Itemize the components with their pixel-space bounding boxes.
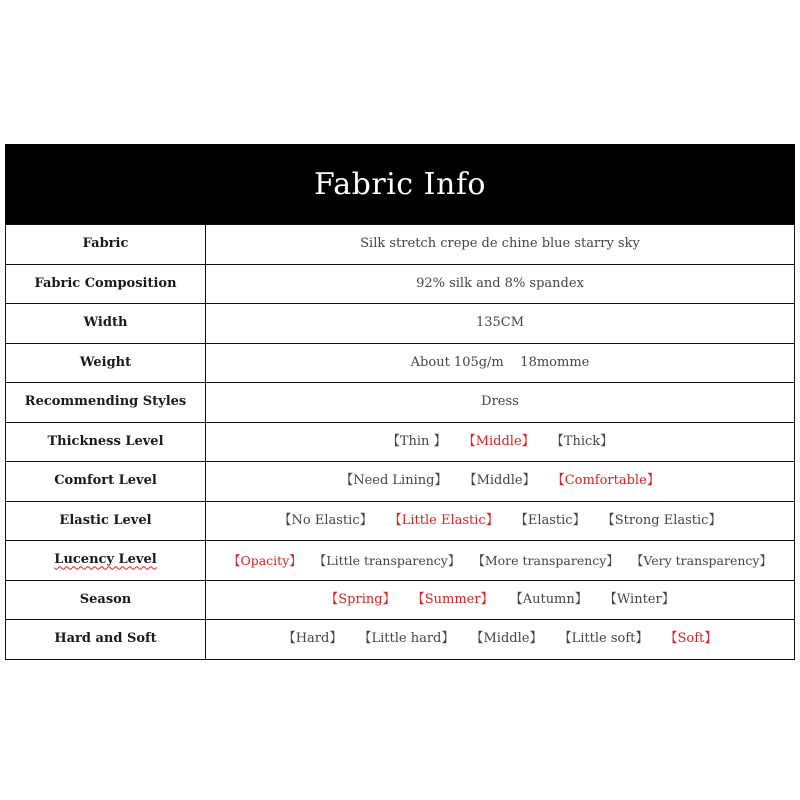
option-autumn: 【Autumn】 (509, 591, 588, 607)
table-row (6, 541, 795, 581)
row-value-recommending-styles: Dress (206, 383, 795, 423)
option-very-transparency: 【Very transparency】 (630, 552, 772, 568)
row-value-comfort-level (206, 462, 795, 502)
row-label-fabric: Fabric (6, 225, 206, 265)
table-header (5, 144, 795, 224)
option-little-hard: 【Little hard】 (358, 631, 455, 647)
table-row (6, 383, 795, 423)
row-label-lucency-level (6, 541, 206, 581)
option-middle: 【Middle】 (470, 631, 543, 647)
option-thick: 【Thick】 (550, 433, 614, 449)
row-label-season: Season (6, 580, 206, 620)
option-middle: 【Middle】 (463, 473, 536, 489)
table-row (6, 304, 795, 344)
fabric-spec-table (5, 224, 795, 660)
row-label-thickness-level: Thickness Level (6, 422, 206, 462)
option-no-elastic: 【No Elastic】 (278, 512, 373, 528)
row-label-comfort-level: Comfort Level (6, 462, 206, 502)
row-label-hard-and-soft: Hard and Soft (6, 620, 206, 660)
row-label-elastic-level: Elastic Level (6, 501, 206, 541)
option-spring: 【Spring】 (325, 591, 396, 607)
option-need-lining: 【Need Lining】 (340, 473, 448, 489)
option-strong-elastic: 【Strong Elastic】 (601, 512, 722, 528)
option-soft: 【Soft】 (664, 631, 718, 647)
option-more-transparency: 【More transparency】 (472, 552, 619, 568)
row-value-season (206, 580, 795, 620)
option-summer: 【Summer】 (411, 591, 494, 607)
option-little-elastic: 【Little Elastic】 (388, 512, 499, 528)
row-value-lucency-level (206, 541, 795, 581)
option-little-transparency: 【Little transparency】 (313, 552, 461, 568)
row-label-width: Width (6, 304, 206, 344)
lucency-label-text: Lucency Level (54, 552, 157, 568)
option-middle: 【Middle】 (462, 433, 535, 449)
row-value-thickness-level (206, 422, 795, 462)
table-row (6, 422, 795, 462)
table-row (6, 620, 795, 660)
fabric-info-table (5, 144, 795, 660)
table-row (6, 225, 795, 265)
row-value-width: 135CM (206, 304, 795, 344)
option-elastic: 【Elastic】 (514, 512, 586, 528)
table-row (6, 462, 795, 502)
row-value-elastic-level (206, 501, 795, 541)
row-label-fabric-composition: Fabric Composition (6, 264, 206, 304)
option-little-soft: 【Little soft】 (558, 631, 649, 647)
page-title: Fabric Info (314, 166, 486, 202)
table-row (6, 501, 795, 541)
option-thin: 【Thin 】 (386, 433, 447, 449)
row-value-weight: About 105g/m 18momme (206, 343, 795, 383)
row-label-weight: Weight (6, 343, 206, 383)
option-winter: 【Winter】 (603, 591, 675, 607)
table-row (6, 580, 795, 620)
table-row (6, 264, 795, 304)
option-comfortable: 【Comfortable】 (551, 473, 660, 489)
row-label-recommending-styles: Recommending Styles (6, 383, 206, 423)
row-value-fabric: Silk stretch crepe de chine blue starry sky (206, 225, 795, 265)
row-value-fabric-composition: 92% silk and 8% spandex (206, 264, 795, 304)
option-hard: 【Hard】 (282, 631, 343, 647)
row-value-hard-and-soft (206, 620, 795, 660)
table-row (6, 343, 795, 383)
option-opacity: 【Opacity】 (227, 552, 302, 568)
